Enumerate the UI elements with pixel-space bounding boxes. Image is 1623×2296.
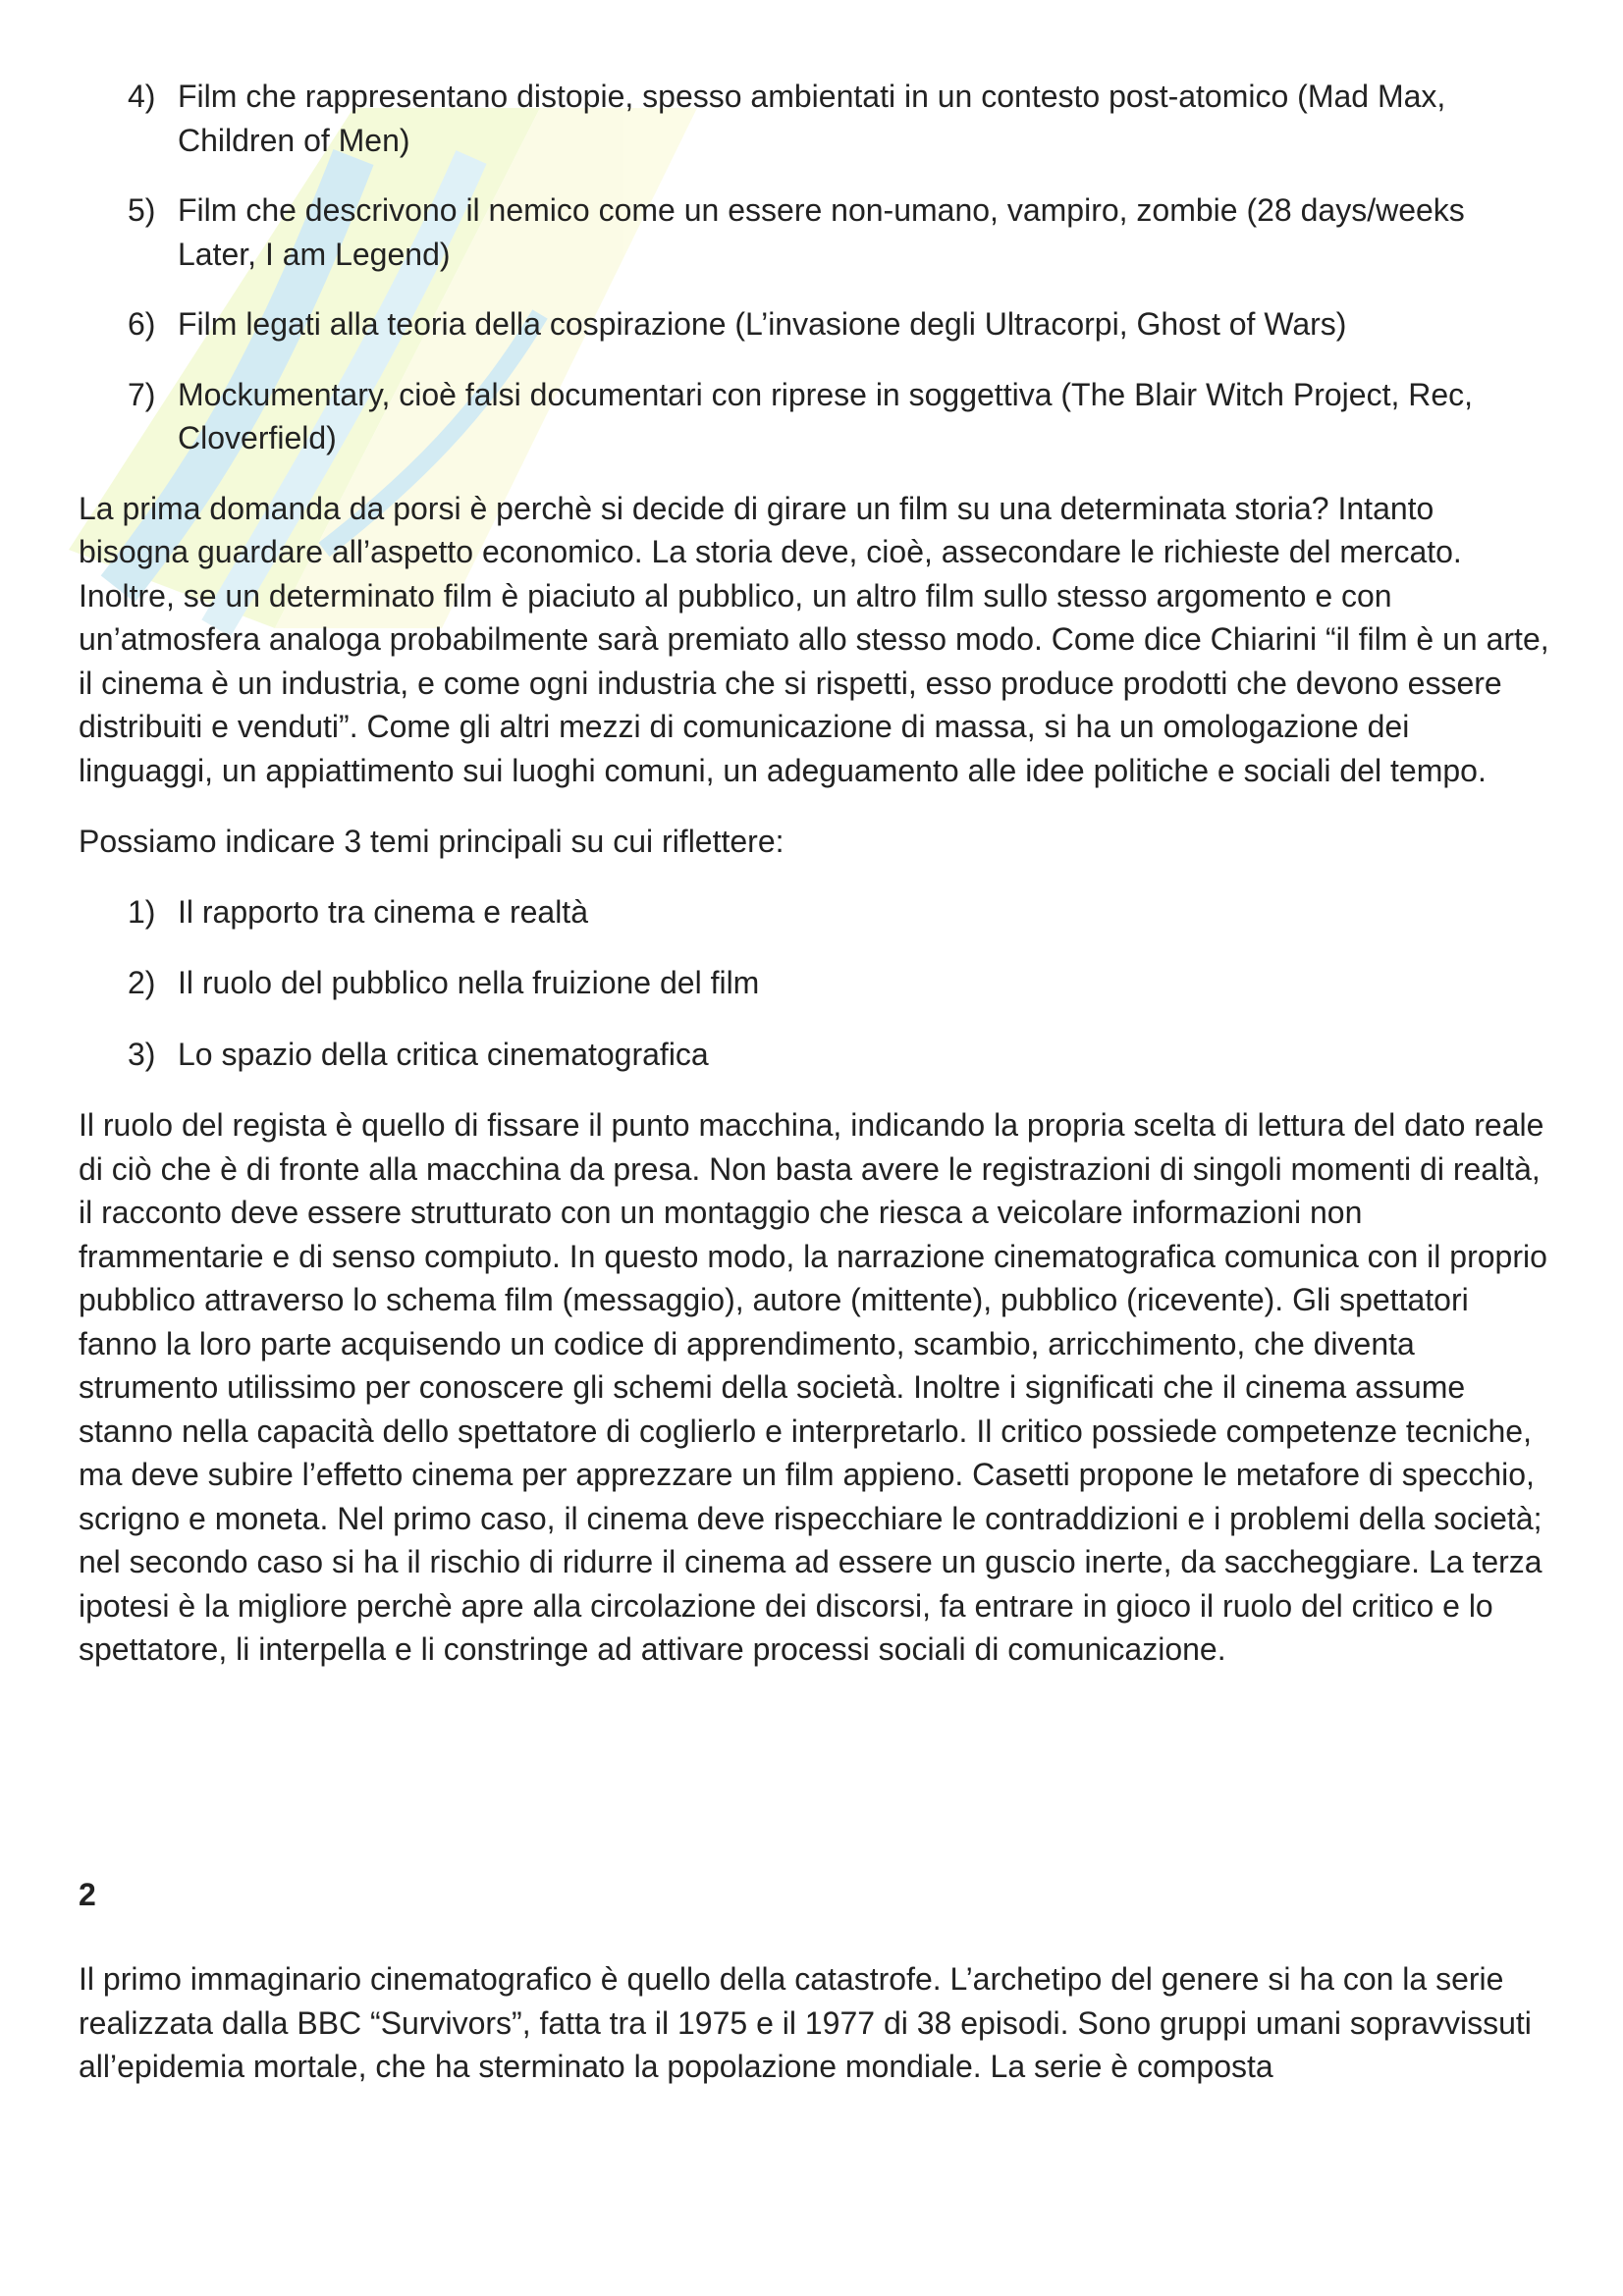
list-item-number: 1) bbox=[128, 893, 156, 930]
list-item-text: Lo spazio della critica cinematografica bbox=[178, 1036, 709, 1072]
list-item bbox=[79, 890, 1551, 934]
list-item bbox=[79, 373, 1551, 460]
list-item-text: Film legati alla teoria della cospirazione (L’invasione degli Ultracorpi, Ghost of Wars) bbox=[178, 306, 1347, 342]
list-item-text: Il rapporto tra cinema e realtà bbox=[178, 893, 588, 930]
list-item-text: Il ruolo del pubblico nella fruizione del film bbox=[178, 965, 760, 1000]
list-item bbox=[79, 75, 1551, 162]
list-item bbox=[79, 961, 1551, 1005]
themes-intro: Possiamo indicare 3 temi principali su cui riflettere: bbox=[79, 824, 784, 859]
list-item-number: 5) bbox=[128, 192, 156, 228]
paragraph-economic-aspect: La prima domanda da porsi è perchè si decide di girare un film su una determinata storia? Intanto bisogna guardare all’aspetto economico. La storia deve, cioè, assecondare le richieste del mercato. Inoltre, se un determinato film è piaciuto al pubblico, un altro film sullo stesso argomento e con un’atmosfera analoga probabilmente sarà premiato allo stesso modo. Come dice Chiarini “il film è un arte, il cinema è un industria, e come ogni industria che si rispetti, esso produce prodotti che devono essere distribuiti e venduti”. Come gli altri mezzi di comunicazione di massa, si ha un omologazione dei linguaggi, un appiattimento sui luoghi comuni, un adeguamento alle idee politiche e sociali del tempo. bbox=[79, 490, 1549, 788]
list-item bbox=[79, 302, 1551, 347]
list-item-text: Film che descrivono il nemico come un essere non-umano, vampiro, zombie (28 days/weeks Later, I am Legend) bbox=[178, 192, 1465, 272]
list-item-number: 4) bbox=[128, 79, 156, 114]
list-item-text: Mockumentary, cioè falsi documentari con riprese in soggettiva (The Blair Witch Project, Rec, Cloverfield) bbox=[178, 376, 1474, 455]
paragraph-director-role: Il ruolo del regista è quello di fissare il punto macchina, indicando la propria scelta di lettura del dato reale di ciò che è di fronte alla macchina da presa. Non basta avere le registrazioni di singoli momenti di realtà, il racconto deve essere strutturato con un montaggio che riesca a veicolare informazioni non frammentarie e di senso compiuto. In questo modo, la narrazione cinematografica comunica con il proprio pubblico attraverso lo schema film (messaggio), autore (mittente), pubblico (ricevente). Gli spettatori fanno la loro parte acquisendo un codice di apprendimento, scambio, arricchimento, che diventa strumento utilissimo per conoscere gli schemi della società. Inoltre i significati che il cinema assume stanno nella capacità dello spettatore di coglierlo e interpretarlo. Il critico possiede competenze tecniche, ma deve subire l’effetto cinema per apprezzare un film appieno. Casetti propone le metafore di specchio, scrigno e moneta. Nel primo caso, il cinema deve rispecchiare le contraddizioni e i problemi della società; nel secondo caso si ha il rischio di ridurre il cinema ad essere un guscio inerte, da saccheggiare. La terza ipotesi è la migliore perchè apre alla circolazione dei discorsi, fa entrare in gioco il ruolo del critico e lo spettatore, li interpella e li constringe ad attivare processi sociali di comunicazione. bbox=[79, 1107, 1547, 1667]
themes-list bbox=[79, 890, 1551, 1077]
list-item-number: 2) bbox=[128, 965, 156, 1000]
list-item-text: Film che rappresentano distopie, spesso ambientati in un contesto post-atomico (Mad Max, Children of Men) bbox=[178, 79, 1446, 158]
section-heading: 2 bbox=[79, 1876, 96, 1912]
film-genre-list bbox=[79, 75, 1551, 460]
list-item-number: 7) bbox=[128, 376, 156, 412]
list-item bbox=[79, 188, 1551, 276]
list-item-number: 6) bbox=[128, 306, 156, 342]
paragraph-catastrophe: Il primo immaginario cinematografico è quello della catastrofe. L’archetipo del genere si ha con la serie realizzata dalla BBC “Survivors”, fatta tra il 1975 e il 1977 di 38 episodi. Sono gruppi umani sopravvissuti all’epidemia mortale, che ha sterminato la popolazione mondiale. La serie è composta bbox=[79, 1961, 1532, 2084]
list-item bbox=[79, 1033, 1551, 1077]
document-page bbox=[79, 75, 1551, 2116]
list-item-number: 3) bbox=[128, 1036, 156, 1072]
